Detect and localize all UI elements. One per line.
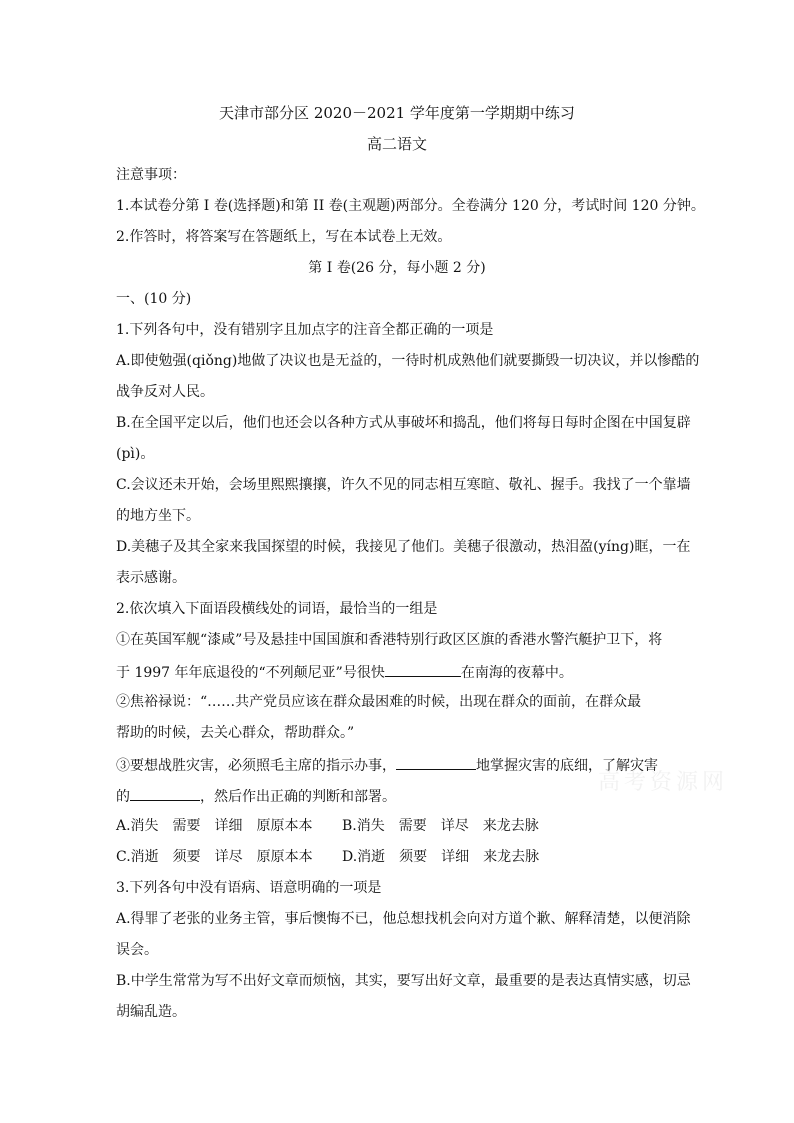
section-one-heading: 一、(10 分) bbox=[116, 291, 192, 307]
q1-option-b-line2: (pì)。 bbox=[116, 446, 155, 462]
q3-option-a-line2: 误会。 bbox=[116, 942, 158, 958]
exam-title: 天津市部分区 2020－2021 学年度第一学期期中练习 bbox=[219, 104, 575, 122]
q2-sentence1-line2 bbox=[116, 661, 573, 683]
notice-heading: 注意事项： bbox=[116, 167, 186, 183]
q2-option-a: A.消失 需要 详细 原原本本 bbox=[116, 818, 313, 834]
q2-sentence3-line1 bbox=[116, 754, 658, 776]
answer-blank-2 bbox=[396, 754, 476, 770]
q2-sentence1-line1: ①在英国军舰“漆咸”号及悬挂中国国旗和香港特别行政区区旗的香港水警汽艇护卫下，将 bbox=[116, 632, 663, 648]
q1-stem: 1.下列各句中，没有错别字且加点字的注音全都正确的一项是 bbox=[116, 322, 494, 338]
q2-sentence1-post: 在南海的夜幕中。 bbox=[460, 665, 573, 681]
q1-option-d-line2: 表示感谢。 bbox=[116, 570, 186, 586]
q2-option-b: B.消失 需要 详尽 来龙去脉 bbox=[342, 818, 539, 834]
watermark: 高考资源网 bbox=[598, 770, 729, 795]
part1-heading: 第 I 卷(26 分，每小题 2 分) bbox=[308, 260, 486, 276]
q2-sentence3-line2-post: ，然后作出正确的判断和部署。 bbox=[200, 789, 396, 805]
q1-option-c-line2: 的地方坐下。 bbox=[116, 508, 200, 524]
q3-option-b-line1: B.中学生常常为写不出好文章而烦恼，其实，要写出好文章，最重要的是表达真情实感，切忌 bbox=[116, 973, 691, 989]
q2-option-d: D.消逝 须要 详细 来龙去脉 bbox=[342, 849, 540, 865]
q2-sentence3-post: 地掌握灾害的底细，了解灾害 bbox=[476, 758, 658, 774]
notice-item-2: 2.作答时，将答案写在答题纸上，写在本试卷上无效。 bbox=[116, 229, 452, 245]
q2-sentence2-line1: ②焦裕禄说：“……共产党员应该在群众最困难的时候，出现在群众的面前，在群众最 bbox=[116, 694, 642, 710]
notice-item-1: 1.本试卷分第 I 卷(选择题)和第 II 卷(主观题)两部分。全卷满分 120 分，考试时间 120 分钟。 bbox=[116, 198, 705, 214]
q3-option-a-line1: A.得罪了老张的业务主管，事后懊悔不已，他总想找机会向对方道个歉、解释清楚，以便消除 bbox=[116, 911, 691, 927]
q3-option-b-line2: 胡编乱造。 bbox=[116, 1004, 186, 1020]
answer-blank-1 bbox=[385, 661, 461, 677]
q2-sentence1-pre: 于 1997 年年底退役的“不列颠尼亚”号很快 bbox=[116, 665, 385, 681]
q2-stem: 2.依次填入下面语段横线处的词语，最恰当的一组是 bbox=[116, 601, 438, 617]
q2-sentence3-line2-pre: 的 bbox=[116, 789, 130, 805]
q2-option-c: C.消逝 须要 详尽 原原本本 bbox=[116, 849, 313, 865]
q2-options-row1 bbox=[116, 816, 539, 836]
q2-sentence2-line2: 帮助的时候，去关心群众，帮助群众。” bbox=[116, 725, 355, 741]
answer-blank-3 bbox=[130, 785, 200, 801]
q2-options-row2 bbox=[116, 847, 539, 867]
q2-sentence3-line2 bbox=[116, 785, 396, 807]
q3-stem: 3.下列各句中没有语病、语意明确的一项是 bbox=[116, 880, 382, 896]
q1-option-c-line1: C.会议还未开始，会场里熙熙攘攘，许久不见的同志相互寒暄、敬礼、握手。我找了一个靠墙 bbox=[116, 477, 691, 493]
q1-option-d-line1: D.美穗子及其全家来我国探望的时候，我接见了他们。美穗子很激动，热泪盈(yíng)眶，一在 bbox=[116, 539, 691, 555]
q1-option-a-line1: A.即使勉强(qiǒng)地做了决议也是无益的，一待时机成熟他们就要撕毁一切决议，并以惨酷的 bbox=[116, 353, 700, 369]
q2-sentence3-pre: ③要想战胜灾害，必须照毛主席的指示办事， bbox=[116, 758, 396, 774]
q1-option-a-line2: 战争反对人民。 bbox=[116, 384, 214, 400]
q1-option-b-line1: B.在全国平定以后，他们也还会以各种方式从事破坏和捣乱，他们将每日每时企图在中国复辟 bbox=[116, 415, 691, 431]
subject-title: 高二语文 bbox=[366, 135, 427, 153]
